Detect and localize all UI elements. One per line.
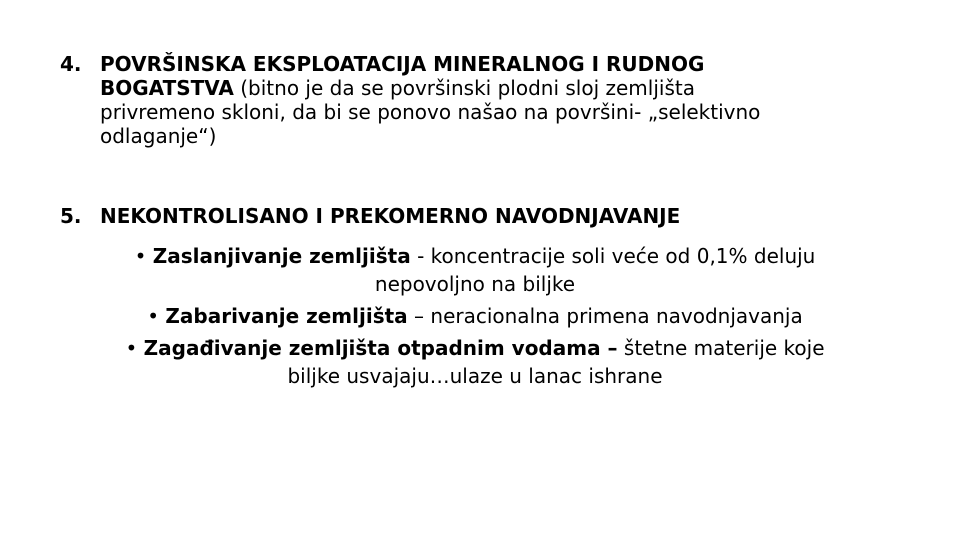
bullet-text: nepovoljno na biljke xyxy=(374,272,576,296)
bullet-term: Zabarivanje zemljišta xyxy=(165,304,408,328)
bullet-text: štetne materije koje xyxy=(617,336,825,360)
bullet-text: – neracionalna primena navodnjavanja xyxy=(407,304,803,328)
bullet-text: biljke usvajaju…ulaze u lanac ishrane xyxy=(287,364,663,388)
bullet-marker: • xyxy=(134,244,147,268)
item-text-line: (bitno je da se površinski plodni sloj zemljišta xyxy=(233,76,695,100)
bullet-term: Zaslanjivanje zemljišta xyxy=(152,244,411,268)
bullet-marker: • xyxy=(125,336,138,360)
item-title-cont: BOGATSTVA xyxy=(100,76,234,100)
item-body xyxy=(100,52,880,148)
bullet-text: - koncentracije soli veće od 0,1% deluju xyxy=(410,244,816,268)
item-number: 4. xyxy=(60,52,82,76)
list-item-5 xyxy=(60,204,880,228)
item-title: NEKONTROLISANO I PREKOMERNO NAVODNJAVANJE xyxy=(100,204,681,228)
item-text-line: odlaganje“) xyxy=(100,124,217,148)
bullet-list xyxy=(60,240,890,392)
item-title: POVRŠINSKA EKSPLOATACIJA MINERALNOG I RUDNOG xyxy=(100,52,705,76)
bullet-marker: • xyxy=(147,304,160,328)
bullet-term: Zagađivanje zemljišta otpadnim vodama – xyxy=(143,336,618,360)
item-text-line: privremeno skloni, da bi se ponovo našao na površini- „selektivno xyxy=(100,100,761,124)
list-item-4 xyxy=(60,52,880,148)
bullet-item xyxy=(60,300,890,332)
item-number: 5. xyxy=(60,204,82,228)
